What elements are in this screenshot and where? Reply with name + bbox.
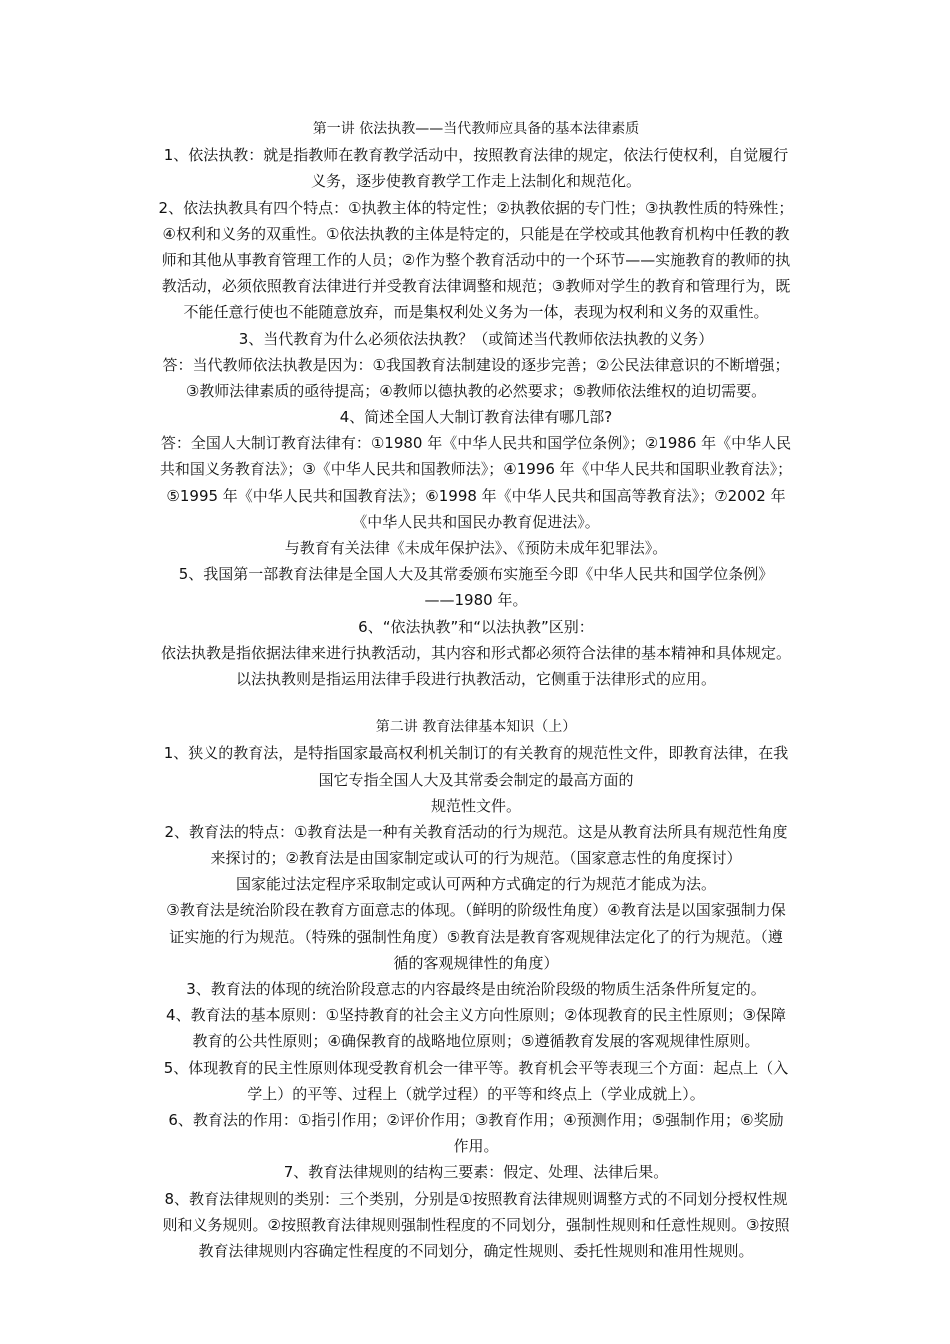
text-line: 1、狭义的教育法，是特指国家最高权利机关制订的有关教育的规范性文件，即教育法律，在我	[163, 744, 789, 763]
text-line: 5、我国第一部教育法律是全国人大及其常委颁布实施至今即《中华人民共和国学位条例》	[178, 565, 774, 584]
text-line: 3、当代教育为什么必须依法执教？（或简述当代教师依法执教的义务）	[238, 329, 714, 348]
text-line: 教育的公共性原则；④确保教育的战略地位原则；⑤遵循教育发展的客观规律性原则。	[192, 1032, 760, 1051]
document-page	[140, 116, 812, 1264]
lecture-1-section	[140, 116, 812, 692]
text-line: ——1980 年。	[424, 591, 528, 610]
text-line: 4、教育法的基本原则：①坚持教育的社会主义方向性原则；②体现教育的民主性原则；③保障	[166, 1006, 786, 1025]
text-line: 3、教育法的体现的统治阶段意志的内容最终是由统治阶段级的物质生活条件所复定的。	[186, 980, 766, 998]
text-line: 《中华人民共和国民办教育促进法》。	[352, 512, 600, 531]
text-line: 国它专指全国人大及其常委会制定的最高方面的	[318, 770, 634, 789]
text-line: 作用。	[453, 1137, 499, 1156]
text-line: 6、“依法执教”和“以法执教”区别：	[358, 617, 594, 636]
text-line: 依法执教是指依据法律来进行执教活动，其内容和形式都必须符合法律的基本精神和具体规定。	[160, 643, 791, 662]
text-line: ③教育法是统治阶段在教育方面意志的体现。（鲜明的阶级性角度）④教育法是以国家强制力保	[166, 901, 786, 920]
text-line: 循的客观规律性的角度）	[393, 953, 559, 972]
lecture-2-title: 第二讲 教育法律基本知识（上）	[375, 719, 577, 736]
text-line: 以法执教则是指运用法律手段进行执教活动，它侧重于法律形式的应用。	[235, 669, 716, 688]
lecture-2-section	[140, 714, 812, 1264]
text-line: 共和国义务教育法》；③《中华人民共和国教师法》；④1996 年《中华人民共和国职业教育法》；	[159, 460, 793, 479]
text-line: ⑤1995 年《中华人民共和国教育法》；⑥1998 年《中华人民共和国高等教育法》；⑦2002 年	[166, 486, 786, 505]
text-line: 1、依法执教：就是指教师在教育教学活动中，按照教育法律的规定，依法行使权利，自觉履行	[163, 146, 789, 165]
text-line: 学上）的平等、过程上（就学过程）的平等和终点上（学业成就上）。	[247, 1084, 705, 1103]
text-line: 教活动，必须依照教育法律进行并受教育法律调整和规范；③教师对学生的教育和管理行为，既	[161, 277, 791, 296]
text-line: 义务，逐步使教育教学工作走上法制化和规范化。	[310, 172, 641, 191]
text-line: 5、体现教育的民主性原则体现受教育机会一律平等。教育机会平等表现三个方面：起点上（入	[163, 1058, 789, 1077]
text-line: 6、教育法的作用：①指引作用；②评价作用；③教育作用；④预测作用；⑤强制作用；⑥奖励	[168, 1110, 784, 1129]
text-line: 教育法律规则内容确定性程度的不同划分，确定性规则、委托性规则和准用性规则。	[198, 1241, 754, 1260]
text-line: 则和义务规则。②按照教育法律规则强制性程度的不同划分，强制性规则和任意性规则。③按照	[162, 1215, 790, 1234]
text-line: 7、教育法律规则的结构三要素：假定、处理、法律后果。	[283, 1163, 669, 1182]
text-line: 师和其他从事教育管理工作的人员；②作为整个教育活动中的一个环节——实施教育的教师的执	[161, 250, 791, 269]
text-line: 来探讨的；②教育法是由国家制定或认可的行为规范。（国家意志性的角度探讨）	[210, 849, 742, 868]
text-line: 答：全国人大制订教育法律有：①1980 年《中华人民共和国学位条例》；②1986 年《中华人民	[160, 434, 792, 453]
text-line: 4、简述全国人大制订教育法律有哪几部?	[339, 408, 613, 427]
text-line: 2、教育法的特点：①教育法是一种有关教育活动的行为规范。这是从教育法所具有规范性角度	[164, 822, 788, 841]
text-line: 规范性文件。	[430, 796, 521, 815]
text-line: 与教育有关法律《未成年保护法》、《预防未成年犯罪法》。	[284, 539, 668, 557]
text-line: 国家能过法定程序采取制定或认可两种方式确定的行为规范才能成为法。	[235, 875, 716, 894]
text-line: 证实施的行为规范。（特殊的强制性角度）⑤教育法是教育客观规律法定化了的行为规范。（遵	[169, 927, 783, 946]
text-line: 答：当代教师依法执教是因为：①我国教育法制建设的逐步完善；②公民法律意识的不断增强；	[162, 355, 790, 374]
lecture-1-title: 第一讲 依法执教——当代教师应具备的基本法律素质	[312, 121, 640, 137]
text-line: 8、教育法律规则的类别：三个类别，分别是①按照教育法律规则调整方式的不同划分授权性规	[164, 1189, 788, 1208]
text-line: ③教师法律素质的亟待提高；④教师以德执教的必然要求；⑤教师依法维权的迫切需要。	[185, 381, 767, 400]
text-line: 2、依法执教具有四个特点：①执教主体的特定性；②执教依据的专门性；③执教性质的特殊性；	[158, 198, 794, 217]
text-line: 不能任意行使也不能随意放弃，而是集权利处义务为一体，表现为权利和义务的双重性。	[183, 303, 769, 322]
text-line: ④权利和义务的双重性。①依法执教的主体是特定的，只能是在学校或其他教育机构中任教的教	[162, 224, 790, 243]
section-gap	[140, 692, 812, 714]
